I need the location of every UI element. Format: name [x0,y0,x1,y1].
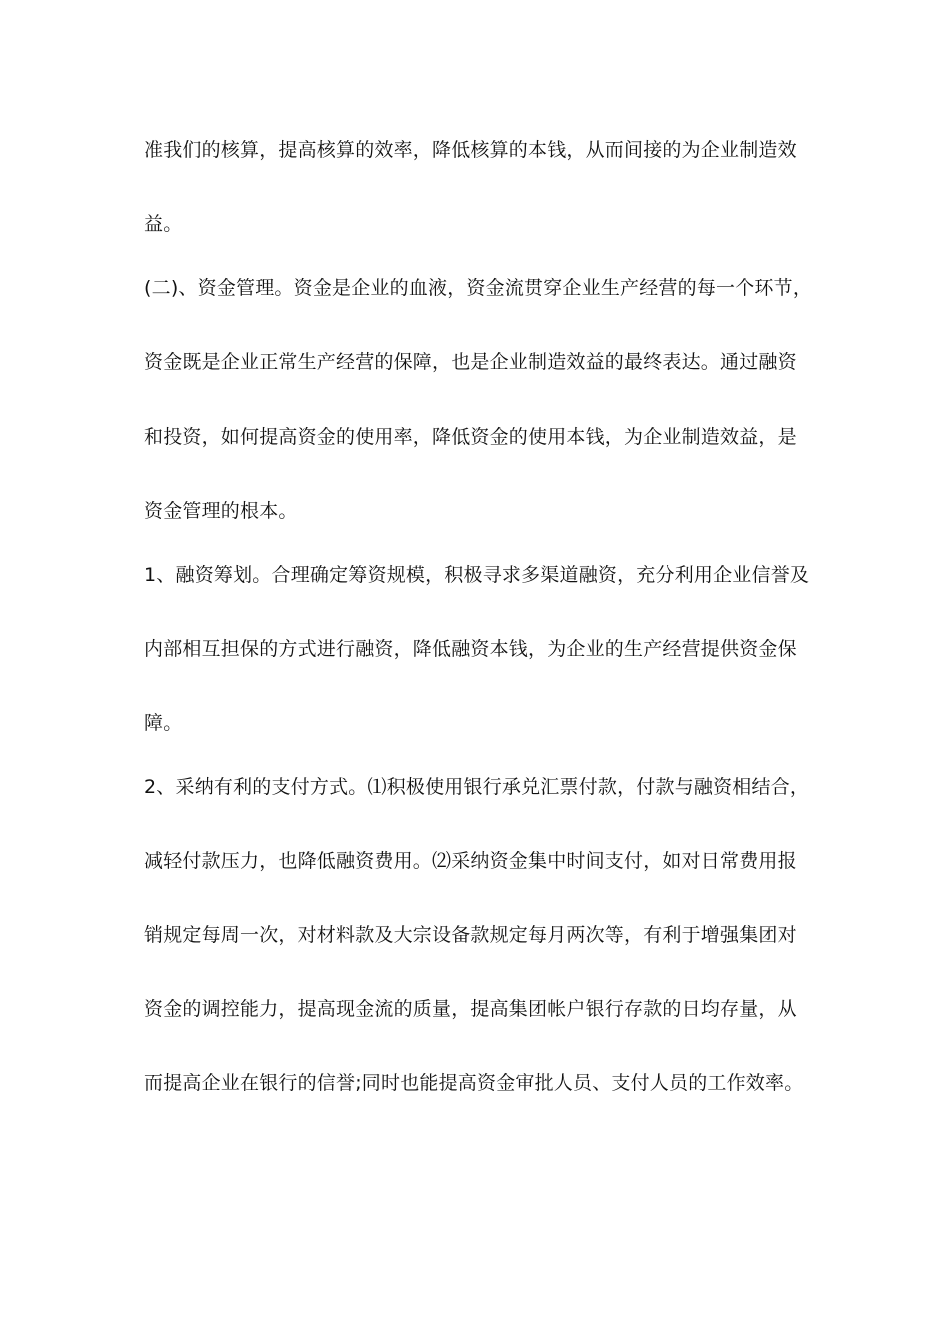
text-line: 准我们的核算，提高核算的效率，降低核算的本钱，从而间接的为企业制造效 [144,139,797,161]
text-line: 资金管理的根本。 [144,500,298,522]
text-line: 销规定每周一次，对材料款及大宗设备款规定每月两次等，有利于增强集团对 [144,924,797,946]
text-line: 内部相互担保的方式进行融资，降低融资本钱，为企业的生产经营提供资金保 [144,638,797,660]
text-line: 和投资，如何提高资金的使用率，降低资金的使用本钱，为企业制造效益，是 [144,426,797,448]
text-line: 障。 [144,712,183,734]
text-line: 减轻付款压力，也降低融资费用。⑵采纳资金集中时间支付，如对日常费用报 [144,850,797,872]
text-line: 2、采纳有利的支付方式。⑴积极使用银行承兑汇票付款，付款与融资相结合， [144,776,810,798]
text-line: 资金的调控能力，提高现金流的质量，提高集团帐户银行存款的日均存量，从 [144,998,797,1020]
text-line: 资金既是企业正常生产经营的保障，也是企业制造效益的最终表达。通过融资 [144,351,797,373]
text-line: 1、融资筹划。合理确定筹资规模，积极寻求多渠道融资，充分利用企业信誉及 [144,564,810,586]
text-line: 益。 [144,213,183,235]
text-line: (二)、资金管理。资金是企业的血液，资金流贯穿企业生产经营的每一个环节， [144,277,813,299]
text-line: 而提高企业在银行的信誉;同时也能提高资金审批人员、支付人员的工作效率。 [144,1072,804,1094]
